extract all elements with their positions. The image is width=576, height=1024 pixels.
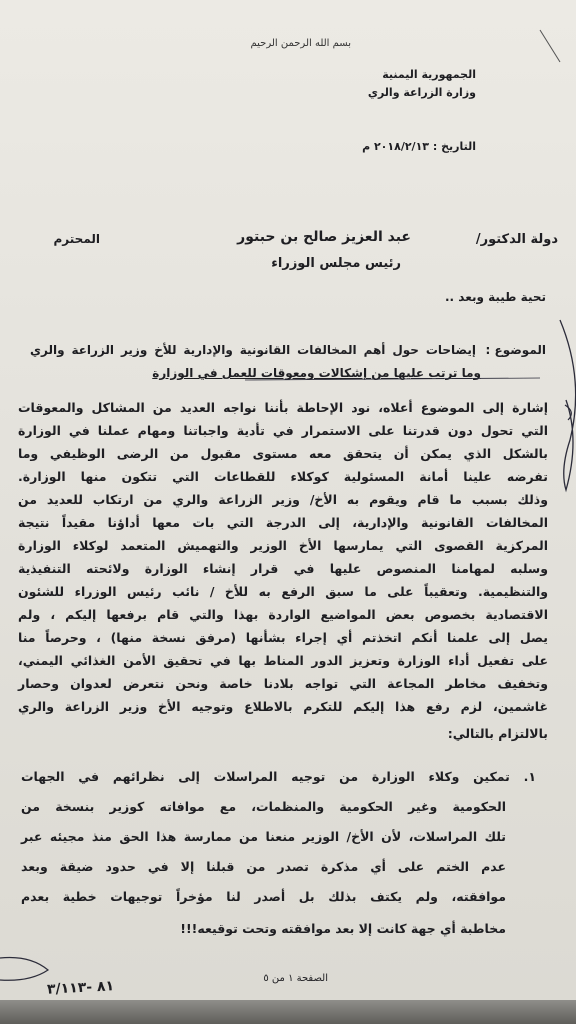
corner-scribble-mark [0,958,48,981]
handwritten-reference: ٨١ -٣/١١٣ [46,978,115,998]
republic-name: الجمهورية اليمنية [382,68,476,81]
body-line: غاشمين، لزم رفع هذا إليكم للتكرم بالاطلاع وتوجيه الأخ وزير الزراعة والري [18,699,548,714]
addressee-honorific: المحترم [53,232,100,246]
letter-date: التاريخ : ٢٠١٨/٢/١٣ م [362,140,476,153]
subject-line-1: إيضاحات حول أهم المخالفات القانونية والإدارية للأخ وزير الزراعة والري [30,343,476,357]
body-line: على تفعيل أداء الوزارة وتعزيز الدور المناط بها في تحقيق الأمن الغذائي اليمني، [18,653,548,668]
body-line: وتخفيف مخاطر المجاعة التي تواجه بلادنا خاصة ونحن نتعرض لعدوان وحصار [18,676,548,691]
body-line: يصل إلى علمنا أنكم اتخذتم أي إجراء بشأنها (مرفق نسخة منها) ، وحرصاً منا [18,630,548,645]
body-line: الاقتصادية بخصوص بعض المواضيع الواردة بهذا والتي قام برفعها إليكم ، ولم [18,607,548,622]
body-line: تفرضه علينا أمانة المسئولية كوكلاء للقطاعات التي تتكون منها الوزارة. [18,469,548,484]
body-line: بالالتزام بالتالي: [447,726,548,741]
addressee-name: عبد العزيز صالح بن حبتور [237,229,411,245]
background-surface [0,1000,576,1024]
list-item-line: موافقته، ولم يكتف بذلك بل أصدر لنا مؤخراً توجيهات خطية بعدم [21,889,506,904]
ministry-name: وزارة الزراعة والري [367,86,476,99]
page-number: الصفحة ١ من ٥ [263,973,328,984]
body-line: وسلبه لمهامنا المنصوص عليها في قرار إنشاء الوزارة ولائحته التنفيذية [18,561,548,576]
body-line: إشارة إلى الموضوع أعلاه، نود الإحاطة بأننا نواجه العديد من المشاكل والمعوقات [18,400,548,415]
body-line: التي تحول دون قدرتنا على الاستمرار في تأدية واجباتنا ومهام عملنا في الوزارة [18,423,548,438]
subject-label: الموضوع : [485,343,546,357]
list-item-line: مخاطبة أي جهة كانت إلا بعد موافقته وتحت توقيعه!!! [180,921,506,936]
body-line: المركزية القصوى التي يمارسها الأخ الوزير والتهميش المتعمد لوكلاء الوزارة [18,538,548,553]
body-line: وذلك بسبب ما قام ويقوم به الأخ/ وزير الزراعة والري من ارتكاب للعديد من [18,492,548,507]
body-line: بالشكل الذي يمكن أن يتحقق معه مستوى مقبول من الرضى الوظيفي وما [18,446,548,461]
body-line: المخالفات القانونية والإدارية، إلى الدرجة التي بات معها أداؤنا مقيداً نتيجة [18,515,548,530]
addressee-position: رئيس مجلس الوزراء [271,256,401,271]
list-item-line: الحكومية وغير الحكومية والمنظمات، مع موافاته كوزير بنسخة من [21,799,506,814]
margin-bracket-mark [560,320,576,490]
body-line: والتنظيمية. وتعقيباً على ما سبق الرفع به للأخ / نائب رئيس الوزراء للشئون [18,584,548,599]
basmala: بسم الله الرحمن الرحيم [250,38,351,49]
addressee-title: دولة الدكتور/ [475,232,558,247]
subject-line-2: وما ترتب عليها من إشكالات ومعوقات للعمل في الوزارة [152,366,481,380]
list-item: ١. تمكين وكلاء الوزارة من توجيه المراسلات إلى نظرائهم في الجهات [21,769,536,784]
list-item-line: عدم الختم على أي مذكرة تصدر من قبلنا إلا في حدود ضيقة وبعد [21,859,506,874]
greeting: تحية طيبة وبعد .. [444,290,546,304]
list-item-line: تلك المراسلات، لأن الأخ/ الوزير منعنا من ممارسة هذا الحق منذ مجيئه عبر [21,829,506,844]
margin-curl-mark [565,405,571,420]
pen-stroke-mark [540,30,560,62]
